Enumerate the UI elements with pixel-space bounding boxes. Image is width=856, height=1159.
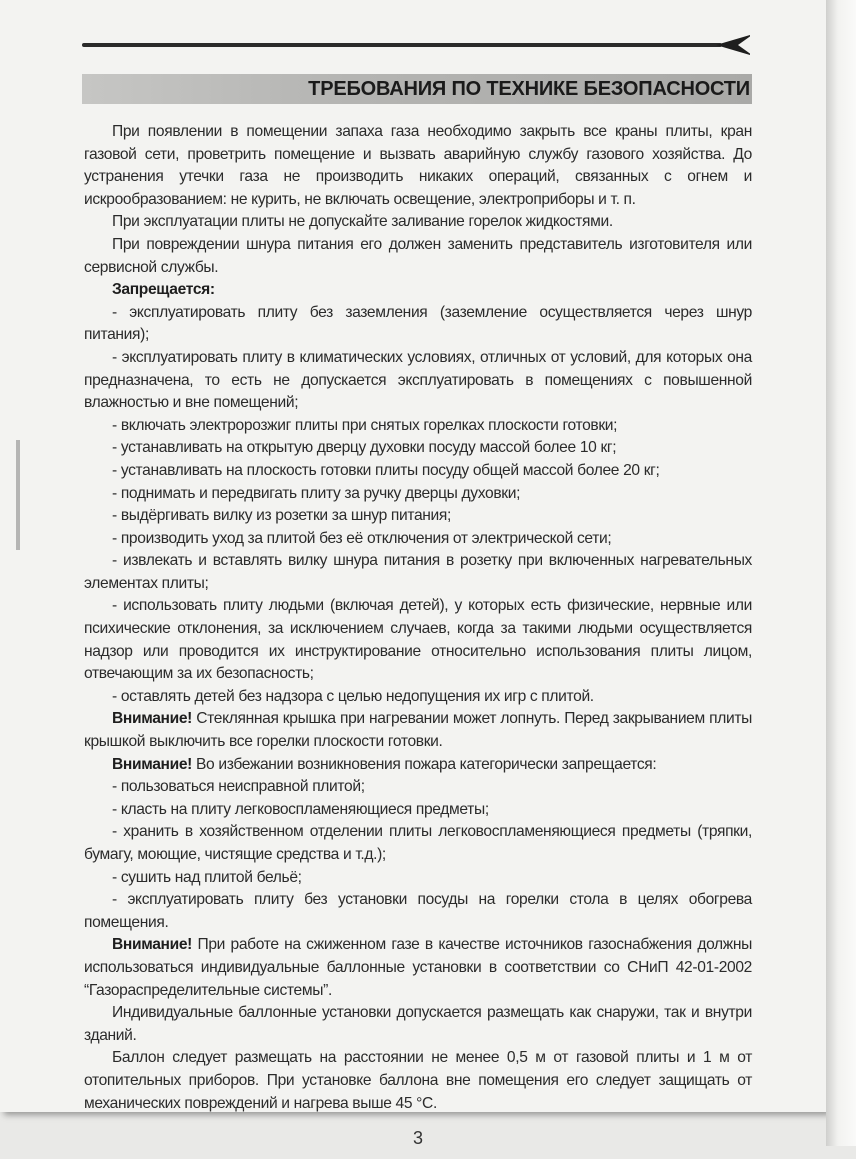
paragraph: Индивидуальные баллонные установки допускается размещать как снаружи, так и внутри зданий. — [84, 1004, 752, 1044]
list-item: - класть на плиту легковоспламеняющиеся предметы; — [112, 800, 489, 818]
warning-text: При работе на сжиженном газе в качестве источников газоснабжения должны использоваться индивидуальные баллонные установки в соответствии со СНиП 42-01-2002 “Газораспределительные системы”. — [84, 936, 752, 999]
paragraph: При появлении в помещении запаха газа необходимо закрыть все краны плиты, кран газовой сети, проветрить помещение и вызвать аварийную службу газового хозяйства. До устранения утечки газа не производить никаких операций, связанных с огнем и искрообразованием: не курить, не включать освещение, электроприборы и т. п. — [84, 123, 752, 208]
list-item: - эксплуатировать плиту без установки посуды на горелки стола в целях обогрева помещения. — [84, 891, 752, 931]
paragraph: При эксплуатации плиты не допускайте заливание горелок жидкостями. — [112, 213, 613, 231]
warning-paragraph — [84, 708, 752, 753]
list-item: - оставлять детей без надзора с целью недопущения их игр с плитой. — [112, 687, 594, 705]
list-item: - сушить над плитой бельё; — [112, 868, 302, 886]
warning-text: Стеклянная крышка при нагревании может лопнуть. Перед закрыванием плиты крышкой выключить все горелки плоскости готовки. — [84, 710, 752, 751]
list-item: - поднимать и передвигать плиту за ручку дверцы духовки; — [112, 484, 521, 502]
page-edge-shadow — [826, 0, 856, 1146]
list-item: - производить уход за плитой без её отключения от электрической сети; — [112, 529, 612, 547]
list-item: - извлекать и вставлять вилку шнура питания в розетку при включенных нагревательных элементах плиты; — [84, 552, 752, 592]
section-title: ТРЕБОВАНИЯ ПО ТЕХНИКЕ БЕЗОПАСНОСТИ — [308, 77, 750, 100]
list-item: - эксплуатировать плиту в климатических условиях, отличных от условий, для которых она предназначена, то есть не допускается эксплуатировать в помещениях с повышенной влажностью и вне помещений; — [84, 348, 752, 412]
prohibited-heading-text: Запрещается: — [112, 281, 215, 299]
list-item: - выдёргивать вилку из розетки за шнур питания; — [112, 507, 451, 525]
list-item: - пользоваться неисправной плитой; — [112, 778, 365, 796]
prohibited-heading — [84, 279, 752, 302]
page-number: 3 — [412, 1128, 423, 1149]
warning-paragraph — [84, 934, 752, 1002]
warning-label: Внимание! — [112, 936, 192, 954]
list-item: - хранить в хозяйственном отделении плиты легковоспламеняющиеся предметы (тряпки, бумагу, моющие, чистящие средства и т.д.); — [84, 823, 752, 863]
paragraph: Баллон следует размещать на расстоянии не менее 0,5 м от газовой плиты и 1 м от отопительных приборов. При установке баллона вне помещения его следует защищать от механических повреждений и нагрева выше 45 °С. — [84, 1049, 752, 1112]
list-item: - устанавливать на плоскость готовки плиты посуду общей массой более 20 кг; — [112, 461, 660, 479]
list-item: - включать электророзжиг плиты при снятых горелках плоскости готовки; — [112, 416, 618, 434]
paragraph: При повреждении шнура питания его должен заменить представитель изготовителя или сервисной службы. — [84, 235, 752, 276]
warning-label: Внимание! — [112, 755, 192, 773]
list-item: - использовать плиту людьми (включая детей), у которых есть физические, нервные или психические отклонения, за исключением случаев, когда за такими людьми осуществляется надзор или проводится их инструктирование относительно использования плиты лицом, отвечающим за их безопасность; — [84, 597, 752, 683]
warning-text: Во избежании возникновения пожара категорически запрещается: — [192, 755, 657, 773]
warning-label: Внимание! — [112, 710, 192, 728]
list-item: - устанавливать на открытую дверцу духовки посуду массой более 10 кг; — [112, 439, 617, 457]
document-body — [84, 121, 752, 1115]
warning-paragraph — [84, 754, 752, 777]
list-item: - эксплуатировать плиту без заземления (заземление осуществляется через шнур питания); — [84, 303, 752, 344]
